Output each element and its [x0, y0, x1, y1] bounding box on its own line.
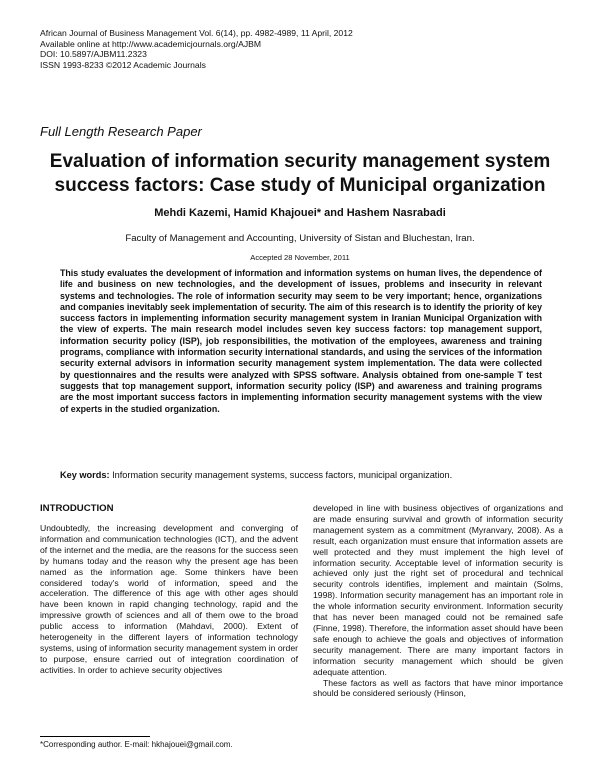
- keywords-text: Information security management systems, success factors, municipal organization.: [112, 470, 453, 480]
- right-column-paragraph-2: These factors as well as factors that have minor importance should be considered seriously (Hinson,: [313, 677, 563, 699]
- title-line-1: Evaluation of information security management system: [49, 151, 551, 172]
- right-column-paragraph-1: developed in line with business objectives of organizations and are made ensuring survival and growth of information security management system as a commitment (Myranvary, 2008). As a result, each organization must ensure that information assets are well protected and they must implement the high level of information security. Acceptable level of information security is achieved only just the right set of procedural and technical security controls identifies, implement and maintain (Solms, 1998). Information security management has an important role in the whole information security environment. Information security that has never been managed could not be remained safe (Finne, 1998). Therefore, the information asset should have been safe enough to achieve the goals and objectives of information security management. There are many important factors in information security management which should be given adequate attention.: [313, 503, 563, 677]
- authors: Mehdi Kazemi, Hamid Khajouei* and Hashem Nasrabadi: [154, 207, 446, 219]
- journal-header: [40, 28, 353, 70]
- paper-type: Full Length Research Paper: [40, 124, 202, 139]
- introduction-right-column: [313, 503, 563, 699]
- doi-line: DOI: 10.5897/AJBM11.2323: [40, 49, 147, 60]
- accepted-date: Accepted 28 November, 2011: [250, 253, 350, 262]
- affiliation: Faculty of Management and Accounting, University of Sistan and Bluchestan, Iran.: [125, 233, 475, 244]
- journal-citation: African Journal of Business Management Vol. 6(14), pp. 4982-4989, 11 April, 2012: [40, 28, 353, 38]
- introduction-left-column: Undoubtedly, the increasing development and converging of information and communication technologies (ICT), and the advent of the internet and the media, are the reasons for the success seen by humans today and the reason why the present age has been named as the information age. Some thinkers have been considered today's world of information, speed and the acceleration. The difference of this age with other ages should have been known in rapid changing technology, rapid and the impressive growth of sciences and all of them owe to the broad public access to information (Mahdavi, 2000). Extent of heterogeneity in the different layers of information technology systems, using of information security management system in order to purpose, ensure carried out of integration coordination of activities. In order to achieve security objectives: [40, 523, 298, 675]
- title-line-2: success factors: Case study of Municipal organization: [54, 175, 546, 196]
- corresponding-author-footnote: *Corresponding author. E-mail: hkhajouei@gmail.com.: [40, 740, 233, 749]
- keywords-label: Key words:: [60, 470, 110, 480]
- paper-title: [40, 150, 560, 198]
- section-heading-introduction: INTRODUCTION: [40, 503, 114, 514]
- abstract: This study evaluates the development of information and information systems on human lives, the dependence of life and business on new technologies, and the development of issues, problems and insecurity in relevant systems and technologies. The role of information security may seem to be very important; hence, organizations and companies inevitably seek implementation of security. The aim of this research is to identify the priority of key success factors in implementing information security management system in Iranian Municipal Organization with the view of experts. The main research model includes seven key success factors: top management support, information security policy (ISP), job responsibilities, the motivation of the employees, awareness and training programs, compliance with information security international standards, and using the services of the information security external advisors in information security management system implementation. The data were collected by questionnaires and the results were analyzed with SPSS software. Analysis obtained from one-sample T test suggests that top management support, information security policy (ISP) and awareness and training programs are the most important success factors in implementing information security management systems with the view of experts in the studied organization.: [60, 268, 542, 414]
- availability-line: Available online at http://www.academicjournals.org/AJBM: [40, 38, 262, 49]
- footnote-rule: [40, 736, 150, 737]
- issn-line: ISSN 1993-8233 ©2012 Academic Journals: [40, 59, 206, 70]
- keywords: [60, 470, 542, 480]
